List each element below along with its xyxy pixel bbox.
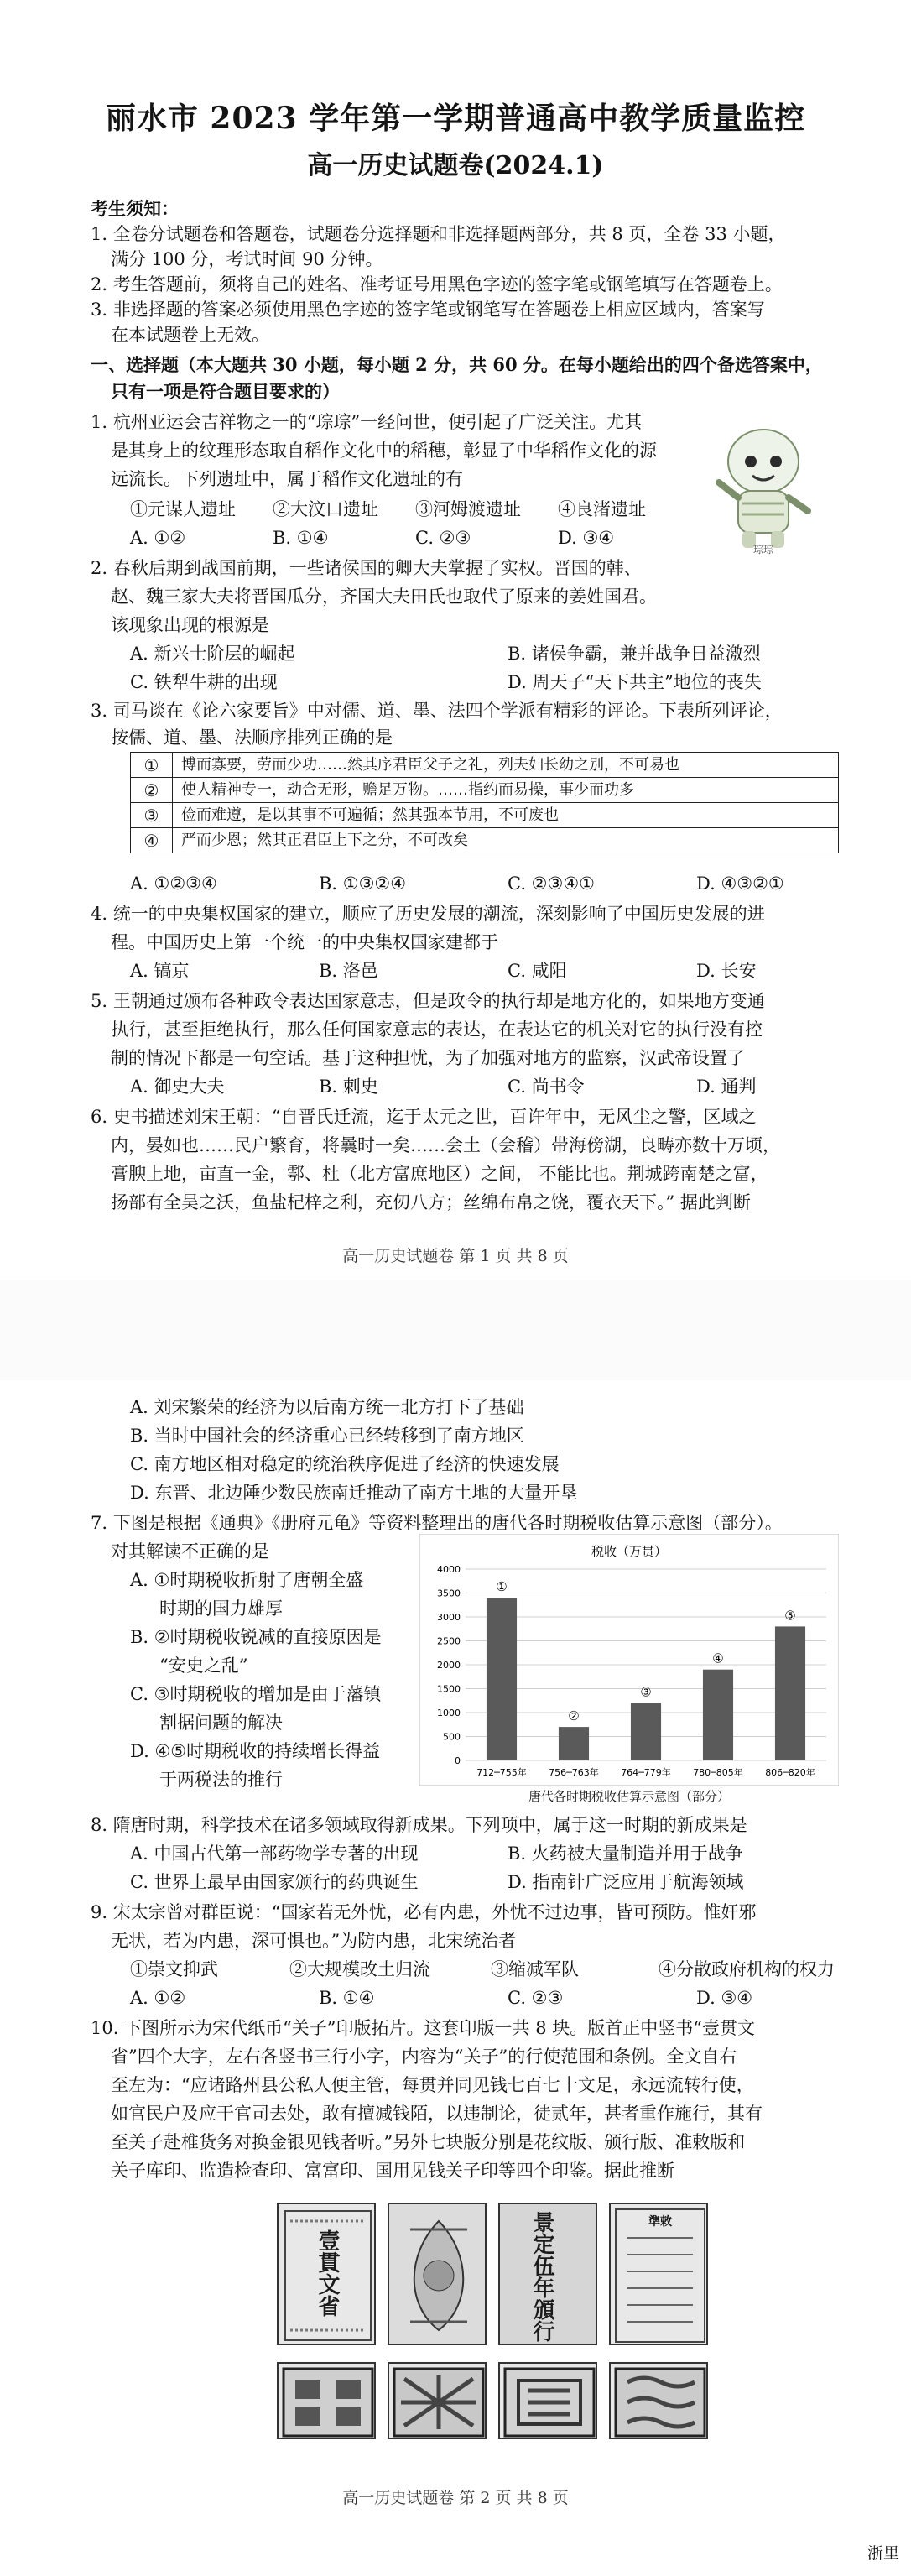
seal-text: 景定伍年頒行 — [529, 2211, 554, 2342]
option-c: C. ②③ — [508, 1988, 564, 2008]
x-tick-label: 756─763年 — [549, 1767, 599, 1778]
option-a: A. ①② — [130, 1988, 186, 2008]
x-tick-label: 712─755年 — [476, 1767, 527, 1778]
table-row — [131, 753, 839, 778]
item: ③缩减军队 — [491, 1959, 579, 1979]
option-d: D. 东晋、北边陲少数民族南迁推动了南方土地的大量开垦 — [130, 1483, 578, 1503]
item: ④分散政府机构的权力 — [659, 1959, 835, 1979]
bar — [703, 1670, 733, 1760]
option-d: D. 长安 — [696, 961, 757, 981]
option-b: B. 洛邑 — [319, 961, 378, 981]
question-5-options — [130, 1072, 868, 1101]
section-heading: 只有一项是符合题目要求的） — [111, 381, 340, 402]
option-c: C. 咸阳 — [508, 961, 567, 981]
row-number: ② — [131, 778, 173, 803]
x-tick-label: 764─779年 — [621, 1767, 671, 1778]
seal-stamp — [277, 2362, 376, 2439]
question-1-text: 远流长。下列遗址中，属于稻作文化遗址的有 — [111, 469, 463, 489]
option-b: B. 当时中国社会的经济重心已经转移到了南方地区 — [130, 1426, 524, 1446]
bar — [559, 1727, 589, 1760]
question-5-text: 5. 王朝通过颁布各种政令表达国家意志，但是政令的执行却是地方化的，如果地方变通 — [91, 991, 765, 1011]
seal-plate-pattern — [388, 2203, 487, 2345]
option-c: C. ③时期税收的增加是由于藩镇 — [130, 1684, 382, 1704]
item: ④良渚遗址 — [558, 499, 646, 519]
seal-plate-denomination — [277, 2203, 376, 2345]
option-b: B. 诸侯争霸，兼并战争日益激烈 — [508, 644, 761, 664]
option-a: A. 中国古代第一部药物学专著的出现 — [130, 1843, 419, 1864]
row-text: 严而少恩；然其正君臣上下之分，不可改矣 — [173, 828, 839, 853]
row-text: 博而寡要，劳而少功……然其序君臣父子之礼，列夫妇长幼之别，不可易也 — [173, 753, 839, 778]
x-tick-label: 806─820年 — [765, 1767, 815, 1778]
option-b: B. ①③②④ — [319, 873, 407, 894]
option-c: C. 南方地区相对稳定的统治秩序促进了经济的快速发展 — [130, 1454, 560, 1474]
option-b-cont: “安史之乱” — [159, 1656, 248, 1676]
question-10-text: 关子库印、监造检查印、富富印、国用见钱关子印等四个印鉴。据此推断 — [111, 2161, 674, 2181]
option-a: A. 新兴士阶层的崛起 — [130, 644, 295, 664]
y-tick-label: 2500 — [437, 1635, 461, 1647]
corner-watermark: 浙里 — [867, 2544, 899, 2563]
section-heading: 一、选择题（本大题共 30 小题，每小题 2 分，共 60 分。在每小题给出的四个备选答案中， — [91, 354, 823, 375]
option-b: B. ①④ — [319, 1988, 375, 2008]
y-tick-label: 2000 — [437, 1660, 461, 1671]
item: ②大规模改土归流 — [289, 1959, 430, 1979]
question-6-text: 膏腴上地，亩直一金，鄠、杜（北方富庶地区）之间， 不能比也。荆城跨南楚之富， — [111, 1164, 768, 1184]
question-2-text: 2. 春秋后期到战国前期，一些诸侯国的卿大夫掌握了实权。晋国的韩、 — [91, 558, 642, 578]
question-4-options — [130, 957, 868, 985]
question-10-text: 省”四个大字，左右各竖书三行小字，内容为“关子”的行使范围和条例。全文自右 — [111, 2047, 737, 2067]
question-2-options — [130, 639, 868, 668]
row-number: ③ — [131, 803, 173, 828]
exam-subtitle: 高一历史试题卷(2024.1) — [307, 151, 604, 180]
option-c: C. 尚书令 — [508, 1077, 585, 1097]
y-tick-label: 3500 — [437, 1588, 461, 1599]
question-9-text: 无状，若为内患，深可惧也。”为防内患，北宋统治者 — [111, 1931, 517, 1951]
seal-stamp — [498, 2362, 597, 2439]
option-d-cont: 于两税法的推行 — [159, 1770, 283, 1790]
question-6-text: 6. 史书描述刘宋王朝：“自晋氏迁流，迄于太元之世，百许年中，无风尘之警，区域之 — [91, 1107, 757, 1127]
question-3-table — [130, 752, 839, 853]
seal-rubbings-bottom — [277, 2362, 708, 2439]
question-3-text: 3. 司马谈在《论六家要旨》中对儒、道、墨、法四个学派有精彩的评论。下表所列评论， — [91, 701, 783, 721]
question-2-text: 赵、魏三家大夫将晋国瓜分，齐国大夫田氏也取代了原来的姜姓国君。 — [111, 587, 657, 607]
mascot-image — [709, 424, 818, 558]
option-b: B. ①④ — [273, 528, 329, 548]
question-2-options — [130, 668, 868, 696]
option-c: C. ②③④① — [508, 873, 595, 894]
question-4-text: 4. 统一的中央集权国家的建立，顺应了历史发展的潮流，深刻影响了中国历史发展的进 — [91, 904, 765, 924]
bar-label: ② — [568, 1708, 580, 1724]
question-8-options — [130, 1868, 868, 1896]
tax-chart — [419, 1534, 839, 1786]
option-b: B. 火药被大量制造并用于战争 — [508, 1843, 743, 1864]
seal-plate-issue — [498, 2203, 597, 2345]
bar-label: ① — [496, 1579, 508, 1595]
option-d: D. 周天子“天下共主”地位的丧失 — [508, 672, 762, 692]
question-9-text: 9. 宋太宗曾对群臣说：“国家若无外忧，必有内患，外忧不过边事，皆可预防。惟奸邪 — [91, 1902, 757, 1922]
item: ②大汶口遗址 — [273, 499, 378, 519]
table-row — [131, 828, 839, 853]
seal-rubbings-top — [277, 2203, 708, 2345]
chart-title: 税收（万贯） — [591, 1544, 668, 1559]
seal-plate-decree — [609, 2203, 708, 2345]
question-7-text: 7. 下图是根据《通典》《册府元龟》等资料整理出的唐代各时期税收估算示意图（部分）。 — [91, 1513, 783, 1533]
question-9-options — [130, 1984, 868, 2012]
question-1-text: 1. 杭州亚运会吉祥物之一的“琮琮”一经问世，便引起了广泛关注。尤其 — [91, 412, 643, 432]
seal-stamp — [388, 2362, 487, 2439]
bar — [775, 1626, 805, 1760]
y-tick-label: 4000 — [437, 1564, 461, 1575]
option-d: D. 通判 — [696, 1077, 757, 1097]
question-8-options — [130, 1839, 868, 1868]
mascot-label: 琮琮 — [752, 544, 773, 555]
item: ①崇文抑武 — [130, 1959, 218, 1979]
notice-item: 在本试题卷上无效。 — [111, 325, 269, 345]
chart-caption: 唐代各时期税收估算示意图（部分） — [528, 1789, 730, 1804]
option-c-cont: 割据问题的解决 — [159, 1713, 283, 1733]
question-9-items — [130, 1955, 868, 1984]
question-10-text: 至左为：“应诸路州县公私人便主管，每贯并同见钱七百七十文足，永远流转行使， — [111, 2075, 754, 2095]
page-footer: 高一历史试题卷 第 1 页 共 8 页 — [342, 1247, 569, 1265]
bar — [487, 1598, 517, 1760]
bar — [631, 1703, 661, 1760]
item: ③河姆渡遗址 — [415, 499, 521, 519]
option-a-cont: 时期的国力雄厚 — [159, 1598, 283, 1619]
question-5-text: 执行，甚至拒绝执行，那么任何国家意志的表达，在表达它的机关对它的执行没有控 — [111, 1019, 763, 1040]
row-text: 使人精神专一，动合无形，赡足万物。……指约而易操，事少而功多 — [173, 778, 839, 803]
bar-label: ④ — [712, 1650, 724, 1666]
question-2-text: 该现象出现的根源是 — [111, 615, 269, 635]
question-8-text: 8. 隋唐时期，科学技术在诸多领域取得新成果。下列项中，属于这一时期的新成果是 — [91, 1815, 747, 1835]
bar-label: ⑤ — [784, 1608, 796, 1624]
option-c: C. 世界上最早由国家颁行的药典诞生 — [130, 1872, 419, 1892]
option-b: B. ②时期税收锐减的直接原因是 — [130, 1627, 382, 1647]
question-7-text: 对其解读不正确的是 — [111, 1541, 269, 1562]
option-a: A. 御史大夫 — [130, 1077, 225, 1097]
option-c: C. ②③ — [415, 528, 471, 548]
option-d: D. ④⑤时期税收的持续增长得益 — [130, 1741, 381, 1761]
item: ①元谋人遗址 — [130, 499, 236, 519]
notice-item: 满分 100 分，考试时间 90 分钟。 — [111, 249, 383, 269]
table-row — [131, 803, 839, 828]
bar-label: ③ — [640, 1684, 652, 1700]
option-a: A. 刘宋繁荣的经济为以后南方统一北方打下了基础 — [130, 1397, 524, 1417]
option-d: D. ④③②① — [696, 873, 784, 894]
option-d: D. 指南针广泛应用于航海领域 — [508, 1872, 744, 1892]
page-footer: 高一历史试题卷 第 2 页 共 8 页 — [342, 2489, 569, 2507]
option-a: A. 镐京 — [130, 961, 190, 981]
question-5-text: 制的情况下都是一句空话。基于这种担忧，为了加强对地方的监察，汉武帝设置了 — [111, 1048, 745, 1068]
row-number: ① — [131, 753, 173, 778]
seal-stamp — [609, 2362, 708, 2439]
notice-item: 2. 考生答题前，须将自己的姓名、准考证号用黑色字迹的签字笔或钢笔填写在答题卷上。 — [91, 274, 783, 295]
question-1-text: 是其身上的纹理形态取自稻作文化中的稻穗，彰显了中华稻作文化的源 — [111, 441, 657, 461]
question-6-text: 内，晏如也……民户繁育，将曩时一矣……会土（会稽）带海傍湖，良畴亦数十万顷， — [111, 1135, 780, 1155]
y-tick-label: 3000 — [437, 1612, 461, 1623]
option-a: A. ①② — [130, 528, 186, 548]
option-c: C. 铁犁牛耕的出现 — [130, 672, 278, 692]
question-10-text: 至关子赴椎货务对换金银见钱者听。”另外七块版分别是花纹版、颁行版、准敕版和 — [111, 2132, 746, 2152]
option-a: A. ①②③④ — [130, 873, 217, 894]
option-d: D. ③④ — [696, 1988, 753, 2008]
table-row — [131, 778, 839, 803]
option-b: B. 刺史 — [319, 1077, 378, 1097]
question-3-text: 按儒、道、墨、法顺序排列正确的是 — [111, 727, 393, 748]
option-d: D. ③④ — [558, 528, 615, 548]
y-tick-label: 1500 — [437, 1683, 461, 1695]
question-10-text: 10. 下图所示为宋代纸币“关子”印版拓片。这套印版一共 8 块。版首正中竖书“壹贯文 — [91, 2018, 755, 2038]
option-a: A. ①时期税收折射了唐朝全盛 — [130, 1570, 364, 1590]
seal-text: 壹貫文省 — [315, 2229, 340, 2317]
y-tick-label: 0 — [455, 1755, 461, 1766]
y-tick-label: 500 — [443, 1731, 461, 1743]
question-3-options — [130, 869, 868, 898]
notice-item: 1. 全卷分试题卷和答题卷，试题卷分选择题和非选择题两部分，共 8 页，全卷 33 小题， — [91, 224, 786, 244]
notice-item: 3. 非选择题的答案必须使用黑色字迹的签字笔或钢笔写在答题卷上相应区域内，答案写 — [91, 300, 765, 320]
x-tick-label: 780─805年 — [693, 1767, 743, 1778]
row-text: 俭而难遵，是以其事不可遍循；然其强本节用，不可废也 — [173, 803, 839, 828]
exam-title: 丽水市 2023 学年第一学期普通高中教学质量监控 — [105, 101, 806, 136]
question-4-text: 程。中国历史上第一个统一的中央集权国家建都于 — [111, 932, 498, 952]
row-number: ④ — [131, 828, 173, 853]
page-break — [0, 1280, 911, 1380]
question-6-text: 扬部有全吴之沃，鱼盐杞梓之利，充仞八方；丝绵布帛之饶，覆衣天下。” 据此判断 — [111, 1192, 751, 1212]
question-10-text: 如官民户及应干官司去处，敢有擅减钱陌，以违制论，徒贰年，甚者重作施行，其有 — [111, 2104, 763, 2124]
notice-heading: 考生须知： — [91, 198, 179, 219]
y-tick-label: 1000 — [437, 1708, 461, 1718]
seal-text: 準敕 — [648, 2215, 672, 2229]
